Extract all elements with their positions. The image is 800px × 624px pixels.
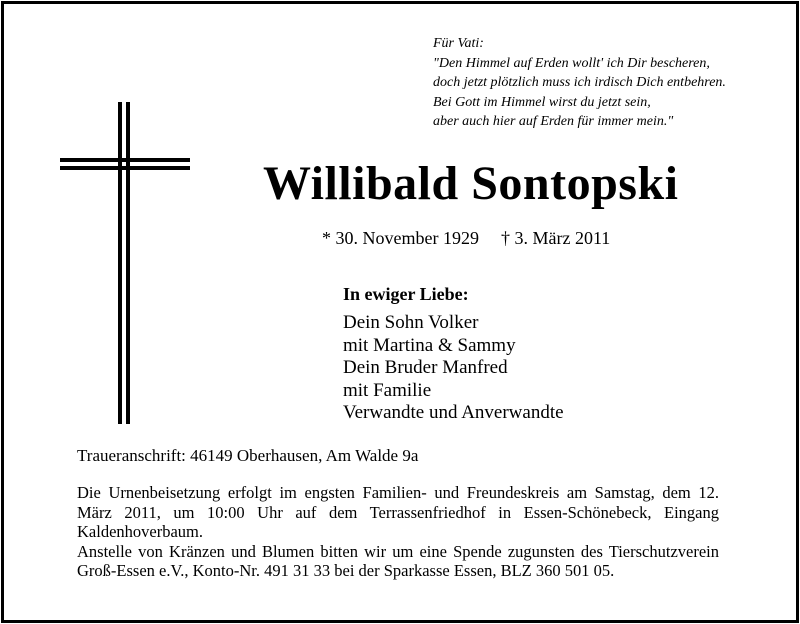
mourner-line: Dein Bruder Manfred <box>343 357 508 378</box>
deceased-name: Willibald Sontopski <box>263 157 679 210</box>
poem-line: doch jetzt plötzlich muss ich irdisch Dich entbehren. <box>433 75 726 90</box>
poem-line: Für Vati: <box>433 36 484 51</box>
death-date: † 3. März 2011 <box>500 228 611 248</box>
poem-line: aber auch hier auf Erden für immer mein." <box>433 114 674 129</box>
mourner-line: mit Familie <box>343 379 432 401</box>
mourning-address: Traueranschrift: 46149 Oberhausen, Am Walde 9a <box>77 446 419 465</box>
life-dates <box>322 226 610 250</box>
mourners-list <box>343 312 564 425</box>
donation-request: Anstelle von Kränzen und Blumen bitten wir um eine Spende zugunsten des Tierschutzverein Groß-Essen e.V., Konto-Nr. 491 31 33 bei der Sparkasse Essen, BLZ 360 501 05. <box>77 541 719 581</box>
mourner-line: mit Martina & Sammy <box>343 334 516 356</box>
cross-icon <box>60 102 190 424</box>
poem-line: Bei Gott im Himmel wirst du jetzt sein, <box>433 94 651 110</box>
funeral-notice <box>77 483 719 581</box>
dedication-poem <box>433 34 726 132</box>
funeral-details: Die Urnenbeisetzung erfolgt im engsten Familien- und Freundeskreis am Samstag, dem 12. März 2011, um 10:00 Uhr auf dem Terrassenfriedhof in Essen-Schönebeck, Eingang Kaldenhoverbaum. <box>77 483 719 542</box>
poem-line: "Den Himmel auf Erden wollt' ich Dir bescheren, <box>433 55 710 71</box>
obituary-frame <box>1 1 799 623</box>
mourner-line: Dein Sohn Volker <box>343 312 479 333</box>
mourners-heading: In ewiger Liebe: <box>343 284 469 304</box>
birth-date: * 30. November 1929 <box>322 228 479 248</box>
mourner-line: Verwandte und Anverwandte <box>343 402 564 423</box>
